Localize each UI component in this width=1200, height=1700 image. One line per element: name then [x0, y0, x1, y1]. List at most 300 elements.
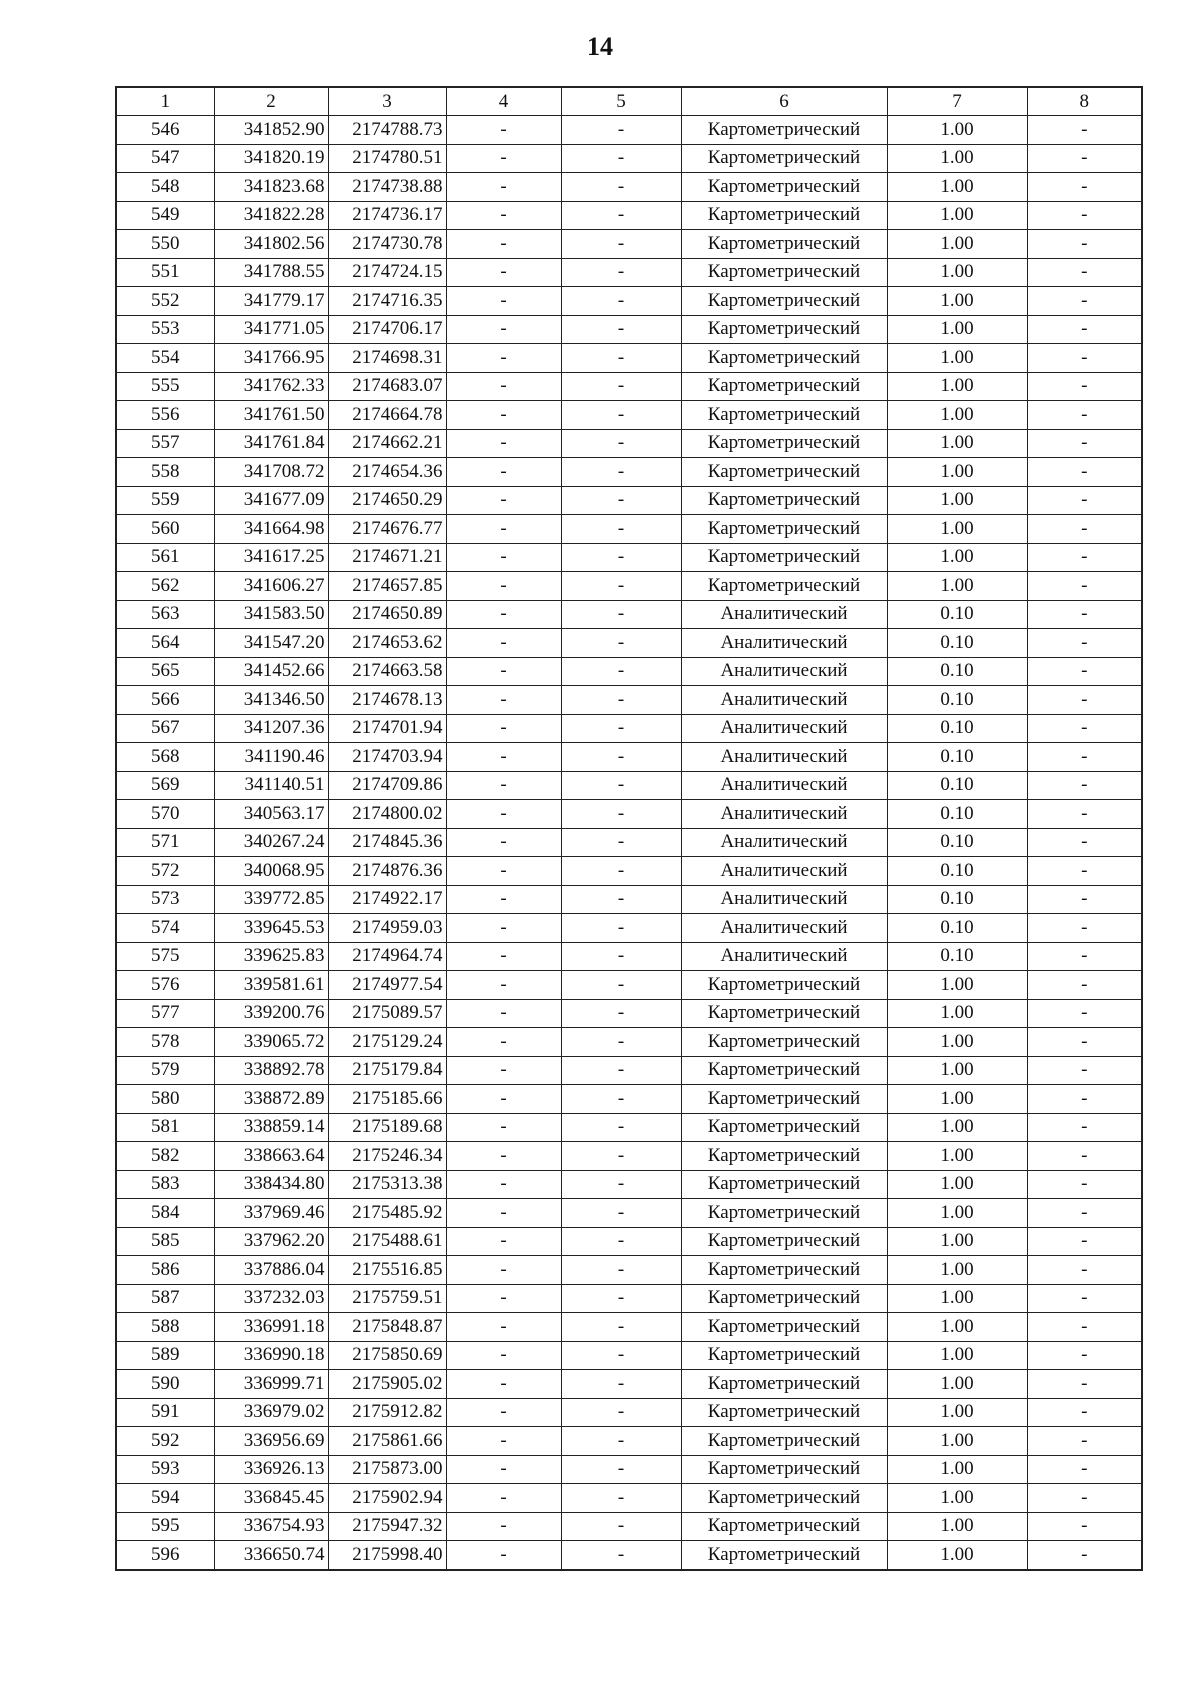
table-row — [116, 1227, 1142, 1256]
col-8-cell: - — [1027, 714, 1142, 743]
col-8-cell: - — [1027, 543, 1142, 572]
col-5-cell: - — [561, 344, 681, 373]
method-cell: Картометрический — [681, 372, 887, 401]
table-row — [116, 401, 1142, 430]
point-number-cell: 547 — [116, 144, 214, 173]
table-row — [116, 857, 1142, 886]
y-coordinate-cell: 2175246.34 — [328, 1142, 446, 1171]
y-coordinate-cell: 2174959.03 — [328, 914, 446, 943]
col-5-cell: - — [561, 315, 681, 344]
col-4-cell: - — [446, 1170, 561, 1199]
col-4-cell: - — [446, 258, 561, 287]
accuracy-cell: 1.00 — [887, 1284, 1027, 1313]
x-coordinate-cell: 337969.46 — [214, 1199, 328, 1228]
point-number-cell: 591 — [116, 1398, 214, 1427]
col-8-cell: - — [1027, 144, 1142, 173]
col-4-cell: - — [446, 1427, 561, 1456]
table-row — [116, 1313, 1142, 1342]
x-coordinate-cell: 339581.61 — [214, 971, 328, 1000]
col-5-cell: - — [561, 173, 681, 202]
point-number-cell: 551 — [116, 258, 214, 287]
accuracy-cell: 1.00 — [887, 116, 1027, 145]
table-row — [116, 885, 1142, 914]
method-cell: Картометрический — [681, 116, 887, 145]
col-8-cell: - — [1027, 942, 1142, 971]
method-cell: Картометрический — [681, 999, 887, 1028]
point-number-cell: 594 — [116, 1484, 214, 1513]
col-5-cell: - — [561, 743, 681, 772]
y-coordinate-cell: 2174730.78 — [328, 230, 446, 259]
col-4-cell: - — [446, 344, 561, 373]
method-cell: Картометрический — [681, 1484, 887, 1513]
x-coordinate-cell: 339065.72 — [214, 1028, 328, 1057]
method-cell: Картометрический — [681, 401, 887, 430]
x-coordinate-cell: 336991.18 — [214, 1313, 328, 1342]
col-4-cell: - — [446, 401, 561, 430]
y-coordinate-cell: 2175089.57 — [328, 999, 446, 1028]
col-8-cell: - — [1027, 515, 1142, 544]
col-4-cell: - — [446, 999, 561, 1028]
col-8-cell: - — [1027, 657, 1142, 686]
col-4-cell: - — [446, 1113, 561, 1142]
table-row — [116, 429, 1142, 458]
col-5-cell: - — [561, 942, 681, 971]
x-coordinate-cell: 341761.50 — [214, 401, 328, 430]
col-5-cell: - — [561, 1398, 681, 1427]
column-header-5: 5 — [561, 87, 681, 116]
accuracy-cell: 1.00 — [887, 1370, 1027, 1399]
x-coordinate-cell: 341762.33 — [214, 372, 328, 401]
col-5-cell: - — [561, 543, 681, 572]
accuracy-cell: 0.10 — [887, 686, 1027, 715]
y-coordinate-cell: 2175912.82 — [328, 1398, 446, 1427]
x-coordinate-cell: 341788.55 — [214, 258, 328, 287]
accuracy-cell: 1.00 — [887, 486, 1027, 515]
col-4-cell: - — [446, 1256, 561, 1285]
table-row — [116, 1256, 1142, 1285]
method-cell: Аналитический — [681, 600, 887, 629]
table-row — [116, 999, 1142, 1028]
coordinates-table — [115, 86, 1143, 1571]
col-8-cell: - — [1027, 1370, 1142, 1399]
x-coordinate-cell: 341140.51 — [214, 771, 328, 800]
page-number: 14 — [587, 32, 613, 61]
y-coordinate-cell: 2175848.87 — [328, 1313, 446, 1342]
method-cell: Картометрический — [681, 1341, 887, 1370]
accuracy-cell: 1.00 — [887, 173, 1027, 202]
point-number-cell: 573 — [116, 885, 214, 914]
col-4-cell: - — [446, 1028, 561, 1057]
x-coordinate-cell: 337232.03 — [214, 1284, 328, 1313]
method-cell: Картометрический — [681, 1398, 887, 1427]
col-5-cell: - — [561, 885, 681, 914]
y-coordinate-cell: 2174657.85 — [328, 572, 446, 601]
accuracy-cell: 0.10 — [887, 914, 1027, 943]
point-number-cell: 580 — [116, 1085, 214, 1114]
method-cell: Картометрический — [681, 144, 887, 173]
col-4-cell: - — [446, 543, 561, 572]
col-4-cell: - — [446, 372, 561, 401]
x-coordinate-cell: 341346.50 — [214, 686, 328, 715]
table-row — [116, 600, 1142, 629]
col-8-cell: - — [1027, 1227, 1142, 1256]
y-coordinate-cell: 2175485.92 — [328, 1199, 446, 1228]
accuracy-cell: 0.10 — [887, 657, 1027, 686]
table-row — [116, 1056, 1142, 1085]
accuracy-cell: 1.00 — [887, 971, 1027, 1000]
table-row — [116, 828, 1142, 857]
table-row — [116, 543, 1142, 572]
y-coordinate-cell: 2174706.17 — [328, 315, 446, 344]
col-4-cell: - — [446, 173, 561, 202]
col-4-cell: - — [446, 857, 561, 886]
table-row — [116, 1341, 1142, 1370]
point-number-cell: 576 — [116, 971, 214, 1000]
col-4-cell: - — [446, 1284, 561, 1313]
table-row — [116, 1427, 1142, 1456]
accuracy-cell: 1.00 — [887, 572, 1027, 601]
y-coordinate-cell: 2175947.32 — [328, 1512, 446, 1541]
col-4-cell: - — [446, 714, 561, 743]
y-coordinate-cell: 2175516.85 — [328, 1256, 446, 1285]
method-cell: Картометрический — [681, 1227, 887, 1256]
x-coordinate-cell: 337886.04 — [214, 1256, 328, 1285]
y-coordinate-cell: 2175902.94 — [328, 1484, 446, 1513]
table-row — [116, 1199, 1142, 1228]
col-5-cell: - — [561, 116, 681, 145]
x-coordinate-cell: 340267.24 — [214, 828, 328, 857]
col-4-cell: - — [446, 1085, 561, 1114]
col-4-cell: - — [446, 1142, 561, 1171]
accuracy-cell: 1.00 — [887, 344, 1027, 373]
col-5-cell: - — [561, 1341, 681, 1370]
method-cell: Картометрический — [681, 1142, 887, 1171]
y-coordinate-cell: 2174780.51 — [328, 144, 446, 173]
method-cell: Картометрический — [681, 201, 887, 230]
accuracy-cell: 1.00 — [887, 1142, 1027, 1171]
point-number-cell: 584 — [116, 1199, 214, 1228]
col-8-cell: - — [1027, 116, 1142, 145]
x-coordinate-cell: 341617.25 — [214, 543, 328, 572]
accuracy-cell: 0.10 — [887, 714, 1027, 743]
method-cell: Картометрический — [681, 1455, 887, 1484]
table-row — [116, 743, 1142, 772]
x-coordinate-cell: 341452.66 — [214, 657, 328, 686]
point-number-cell: 553 — [116, 315, 214, 344]
col-5-cell: - — [561, 1455, 681, 1484]
method-cell: Картометрический — [681, 1512, 887, 1541]
col-5-cell: - — [561, 458, 681, 487]
y-coordinate-cell: 2174678.13 — [328, 686, 446, 715]
x-coordinate-cell: 341677.09 — [214, 486, 328, 515]
table-row — [116, 230, 1142, 259]
method-cell: Картометрический — [681, 1370, 887, 1399]
accuracy-cell: 1.00 — [887, 372, 1027, 401]
method-cell: Картометрический — [681, 1028, 887, 1057]
method-cell: Картометрический — [681, 429, 887, 458]
table-row — [116, 1541, 1142, 1570]
col-5-cell: - — [561, 999, 681, 1028]
x-coordinate-cell: 336845.45 — [214, 1484, 328, 1513]
col-8-cell: - — [1027, 885, 1142, 914]
table-row — [116, 942, 1142, 971]
method-cell: Картометрический — [681, 1113, 887, 1142]
method-cell: Картометрический — [681, 1085, 887, 1114]
x-coordinate-cell: 339200.76 — [214, 999, 328, 1028]
method-cell: Аналитический — [681, 885, 887, 914]
method-cell: Картометрический — [681, 1199, 887, 1228]
col-8-cell: - — [1027, 1142, 1142, 1171]
col-8-cell: - — [1027, 1484, 1142, 1513]
col-4-cell: - — [446, 828, 561, 857]
accuracy-cell: 1.00 — [887, 1028, 1027, 1057]
x-coordinate-cell: 341802.56 — [214, 230, 328, 259]
accuracy-cell: 1.00 — [887, 999, 1027, 1028]
table-row — [116, 1028, 1142, 1057]
col-4-cell: - — [446, 942, 561, 971]
y-coordinate-cell: 2174703.94 — [328, 743, 446, 772]
y-coordinate-cell: 2174977.54 — [328, 971, 446, 1000]
method-cell: Аналитический — [681, 743, 887, 772]
x-coordinate-cell: 341771.05 — [214, 315, 328, 344]
point-number-cell: 565 — [116, 657, 214, 686]
x-coordinate-cell: 340068.95 — [214, 857, 328, 886]
point-number-cell: 557 — [116, 429, 214, 458]
column-header-8: 8 — [1027, 87, 1142, 116]
col-8-cell: - — [1027, 1341, 1142, 1370]
col-8-cell: - — [1027, 771, 1142, 800]
col-5-cell: - — [561, 1170, 681, 1199]
point-number-cell: 566 — [116, 686, 214, 715]
header-row — [116, 87, 1142, 116]
col-5-cell: - — [561, 401, 681, 430]
point-number-cell: 555 — [116, 372, 214, 401]
column-header-7: 7 — [887, 87, 1027, 116]
x-coordinate-cell: 339625.83 — [214, 942, 328, 971]
y-coordinate-cell: 2174788.73 — [328, 116, 446, 145]
col-5-cell: - — [561, 258, 681, 287]
method-cell: Аналитический — [681, 800, 887, 829]
col-4-cell: - — [446, 1227, 561, 1256]
table-row — [116, 629, 1142, 658]
col-5-cell: - — [561, 914, 681, 943]
x-coordinate-cell: 341664.98 — [214, 515, 328, 544]
col-5-cell: - — [561, 971, 681, 1000]
point-number-cell: 563 — [116, 600, 214, 629]
method-cell: Картометрический — [681, 543, 887, 572]
x-coordinate-cell: 341822.28 — [214, 201, 328, 230]
col-8-cell: - — [1027, 600, 1142, 629]
col-5-cell: - — [561, 515, 681, 544]
col-4-cell: - — [446, 230, 561, 259]
table-row — [116, 344, 1142, 373]
col-5-cell: - — [561, 771, 681, 800]
method-cell: Картометрический — [681, 1056, 887, 1085]
point-number-cell: 550 — [116, 230, 214, 259]
method-cell: Аналитический — [681, 914, 887, 943]
table-row — [116, 515, 1142, 544]
y-coordinate-cell: 2175873.00 — [328, 1455, 446, 1484]
method-cell: Картометрический — [681, 1313, 887, 1342]
col-8-cell: - — [1027, 201, 1142, 230]
col-8-cell: - — [1027, 173, 1142, 202]
column-header-4: 4 — [446, 87, 561, 116]
method-cell: Картометрический — [681, 1170, 887, 1199]
col-8-cell: - — [1027, 1028, 1142, 1057]
accuracy-cell: 1.00 — [887, 230, 1027, 259]
accuracy-cell: 0.10 — [887, 828, 1027, 857]
point-number-cell: 568 — [116, 743, 214, 772]
table-row — [116, 1085, 1142, 1114]
y-coordinate-cell: 2174724.15 — [328, 258, 446, 287]
col-4-cell: - — [446, 1199, 561, 1228]
col-4-cell: - — [446, 315, 561, 344]
y-coordinate-cell: 2174698.31 — [328, 344, 446, 373]
table-row — [116, 1113, 1142, 1142]
col-8-cell: - — [1027, 1085, 1142, 1114]
col-8-cell: - — [1027, 344, 1142, 373]
col-4-cell: - — [446, 885, 561, 914]
x-coordinate-cell: 341820.19 — [214, 144, 328, 173]
y-coordinate-cell: 2175850.69 — [328, 1341, 446, 1370]
table-row — [116, 201, 1142, 230]
col-8-cell: - — [1027, 315, 1142, 344]
x-coordinate-cell: 341207.36 — [214, 714, 328, 743]
accuracy-cell: 0.10 — [887, 800, 1027, 829]
point-number-cell: 572 — [116, 857, 214, 886]
accuracy-cell: 0.10 — [887, 600, 1027, 629]
col-5-cell: - — [561, 572, 681, 601]
point-number-cell: 574 — [116, 914, 214, 943]
col-8-cell: - — [1027, 1427, 1142, 1456]
point-number-cell: 596 — [116, 1541, 214, 1570]
point-number-cell: 593 — [116, 1455, 214, 1484]
y-coordinate-cell: 2174663.58 — [328, 657, 446, 686]
y-coordinate-cell: 2174964.74 — [328, 942, 446, 971]
x-coordinate-cell: 340563.17 — [214, 800, 328, 829]
column-header-1: 1 — [116, 87, 214, 116]
col-5-cell: - — [561, 230, 681, 259]
col-5-cell: - — [561, 144, 681, 173]
x-coordinate-cell: 339645.53 — [214, 914, 328, 943]
col-5-cell: - — [561, 1427, 681, 1456]
table-row — [116, 714, 1142, 743]
accuracy-cell: 1.00 — [887, 1056, 1027, 1085]
col-4-cell: - — [446, 1398, 561, 1427]
col-5-cell: - — [561, 1028, 681, 1057]
col-5-cell: - — [561, 714, 681, 743]
col-8-cell: - — [1027, 1398, 1142, 1427]
point-number-cell: 560 — [116, 515, 214, 544]
col-8-cell: - — [1027, 1512, 1142, 1541]
method-cell: Картометрический — [681, 173, 887, 202]
y-coordinate-cell: 2174709.86 — [328, 771, 446, 800]
point-number-cell: 556 — [116, 401, 214, 430]
table-row — [116, 258, 1142, 287]
column-header-3: 3 — [328, 87, 446, 116]
col-5-cell: - — [561, 657, 681, 686]
y-coordinate-cell: 2174671.21 — [328, 543, 446, 572]
x-coordinate-cell: 336650.74 — [214, 1541, 328, 1570]
method-cell: Картометрический — [681, 287, 887, 316]
method-cell: Картометрический — [681, 572, 887, 601]
y-coordinate-cell: 2175861.66 — [328, 1427, 446, 1456]
accuracy-cell: 1.00 — [887, 1541, 1027, 1570]
col-8-cell: - — [1027, 429, 1142, 458]
col-5-cell: - — [561, 287, 681, 316]
y-coordinate-cell: 2174650.89 — [328, 600, 446, 629]
point-number-cell: 562 — [116, 572, 214, 601]
col-8-cell: - — [1027, 629, 1142, 658]
point-number-cell: 548 — [116, 173, 214, 202]
col-5-cell: - — [561, 1142, 681, 1171]
accuracy-cell: 1.00 — [887, 543, 1027, 572]
method-cell: Картометрический — [681, 486, 887, 515]
y-coordinate-cell: 2174845.36 — [328, 828, 446, 857]
table-row — [116, 914, 1142, 943]
col-5-cell: - — [561, 629, 681, 658]
col-8-cell: - — [1027, 287, 1142, 316]
x-coordinate-cell: 341852.90 — [214, 116, 328, 145]
method-cell: Аналитический — [681, 714, 887, 743]
method-cell: Аналитический — [681, 828, 887, 857]
x-coordinate-cell: 341823.68 — [214, 173, 328, 202]
point-number-cell: 589 — [116, 1341, 214, 1370]
point-number-cell: 581 — [116, 1113, 214, 1142]
col-5-cell: - — [561, 857, 681, 886]
col-8-cell: - — [1027, 1284, 1142, 1313]
y-coordinate-cell: 2175189.68 — [328, 1113, 446, 1142]
method-cell: Аналитический — [681, 686, 887, 715]
col-4-cell: - — [446, 1455, 561, 1484]
x-coordinate-cell: 341606.27 — [214, 572, 328, 601]
accuracy-cell: 1.00 — [887, 1398, 1027, 1427]
y-coordinate-cell: 2174738.88 — [328, 173, 446, 202]
col-4-cell: - — [446, 458, 561, 487]
point-number-cell: 552 — [116, 287, 214, 316]
y-coordinate-cell: 2175905.02 — [328, 1370, 446, 1399]
col-8-cell: - — [1027, 258, 1142, 287]
col-5-cell: - — [561, 1199, 681, 1228]
y-coordinate-cell: 2174876.36 — [328, 857, 446, 886]
col-8-cell: - — [1027, 1170, 1142, 1199]
x-coordinate-cell: 336926.13 — [214, 1455, 328, 1484]
col-5-cell: - — [561, 1227, 681, 1256]
point-number-cell: 570 — [116, 800, 214, 829]
method-cell: Картометрический — [681, 458, 887, 487]
x-coordinate-cell: 336990.18 — [214, 1341, 328, 1370]
accuracy-cell: 0.10 — [887, 743, 1027, 772]
point-number-cell: 571 — [116, 828, 214, 857]
point-number-cell: 554 — [116, 344, 214, 373]
accuracy-cell: 1.00 — [887, 1341, 1027, 1370]
accuracy-cell: 1.00 — [887, 1085, 1027, 1114]
accuracy-cell: 1.00 — [887, 1313, 1027, 1342]
x-coordinate-cell: 338872.89 — [214, 1085, 328, 1114]
col-5-cell: - — [561, 1484, 681, 1513]
col-8-cell: - — [1027, 401, 1142, 430]
col-8-cell: - — [1027, 1541, 1142, 1570]
col-8-cell: - — [1027, 372, 1142, 401]
y-coordinate-cell: 2175998.40 — [328, 1541, 446, 1570]
accuracy-cell: 1.00 — [887, 1256, 1027, 1285]
table-row — [116, 1398, 1142, 1427]
accuracy-cell: 0.10 — [887, 771, 1027, 800]
y-coordinate-cell: 2174922.17 — [328, 885, 446, 914]
col-8-cell: - — [1027, 1256, 1142, 1285]
col-5-cell: - — [561, 372, 681, 401]
col-5-cell: - — [561, 1284, 681, 1313]
